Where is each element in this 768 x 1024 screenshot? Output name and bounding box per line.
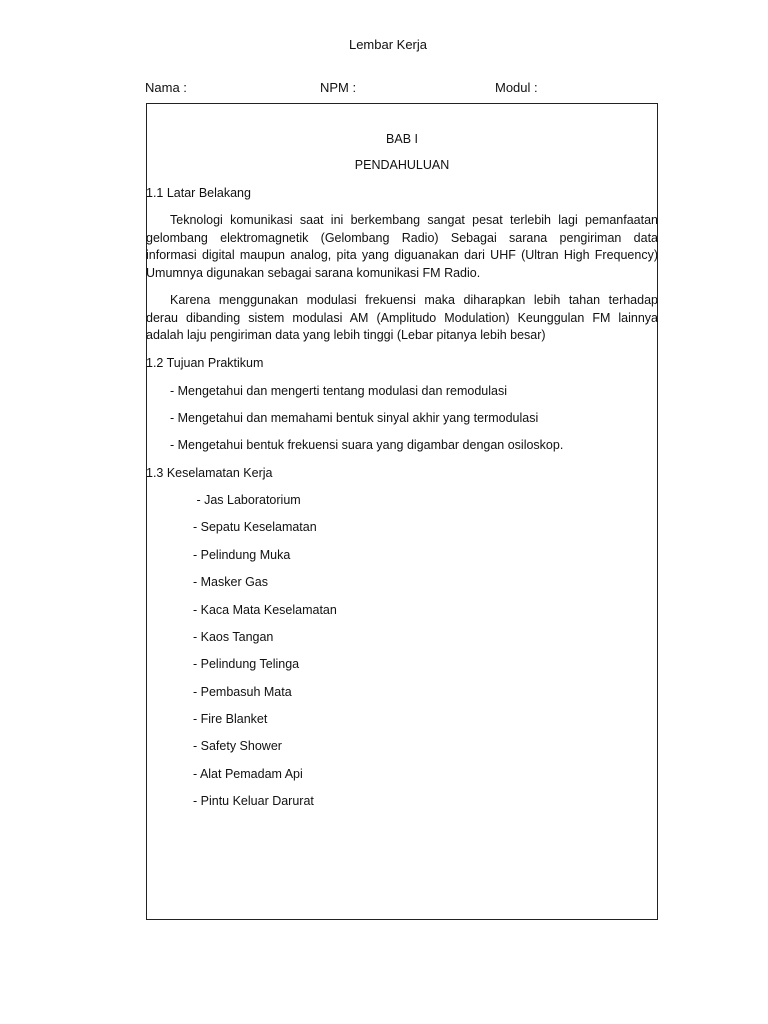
- section-heading-latar-belakang: 1.1 Latar Belakang: [146, 186, 251, 200]
- paragraph-line: derau dibanding sistem modulasi AM (Amplitudo Modulation) Keunggulan FM lainnya: [146, 310, 658, 325]
- section-heading-keselamatan: 1.3 Keselamatan Kerja: [146, 466, 273, 480]
- safety-item: - Kaca Mata Keselamatan: [193, 603, 337, 617]
- paragraph-line: informasi digital maupun analog, pita yang diguanakan dari UHF (Ultran High Frequency): [146, 248, 658, 262]
- paragraph-latar-belakang-2: [146, 292, 658, 345]
- safety-item: - Jas Laboratorium: [193, 493, 301, 507]
- paragraph-line: adalah laju pengiriman data yang lebih tinggi (Lebar pitanya lebih besar): [146, 328, 546, 342]
- chapter-number: BAB I: [386, 132, 418, 146]
- safety-item: - Alat Pemadam Api: [193, 767, 303, 781]
- safety-item: - Safety Shower: [193, 739, 282, 753]
- goal-item: - Mengetahui bentuk frekuensi suara yang digambar dengan osiloskop.: [170, 438, 564, 452]
- paragraph-line: Karena menggunakan modulasi frekuensi maka diharapkan lebih tahan terhadap: [170, 293, 658, 307]
- safety-item: - Kaos Tangan: [193, 630, 274, 644]
- modul-label: Modul :: [495, 80, 538, 95]
- paragraph-line: gelombang elektromagnetik (Gelombang Radio) Sebagai sarana pengiriman data: [146, 230, 658, 245]
- nama-label: Nama :: [145, 80, 187, 95]
- goal-item: - Mengetahui dan memahami bentuk sinyal akhir yang termodulasi: [170, 411, 539, 425]
- safety-item: - Fire Blanket: [193, 712, 268, 726]
- npm-label: NPM :: [320, 80, 357, 95]
- safety-item: - Masker Gas: [193, 575, 269, 589]
- chapter-title: PENDAHULUAN: [354, 158, 450, 172]
- paragraph-line: Umumnya digunakan sebagai sarana komunikasi FM Radio.: [146, 265, 481, 280]
- safety-item: - Pelindung Muka: [193, 548, 291, 562]
- page-title: Lembar Kerja: [348, 37, 428, 52]
- section-heading-tujuan: 1.2 Tujuan Praktikum: [146, 356, 264, 370]
- safety-item: - Pembasuh Mata: [193, 685, 292, 699]
- safety-item: - Sepatu Keselamatan: [193, 520, 317, 534]
- safety-item: - Pintu Keluar Darurat: [193, 794, 314, 808]
- safety-item: - Pelindung Telinga: [193, 657, 300, 671]
- paragraph-latar-belakang-1: [146, 212, 658, 282]
- goal-item: - Mengetahui dan mengerti tentang modulasi dan remodulasi: [170, 384, 508, 398]
- paragraph-line: Teknologi komunikasi saat ini berkembang sangat pesat terlebih lagi pemanfaatan: [170, 213, 658, 227]
